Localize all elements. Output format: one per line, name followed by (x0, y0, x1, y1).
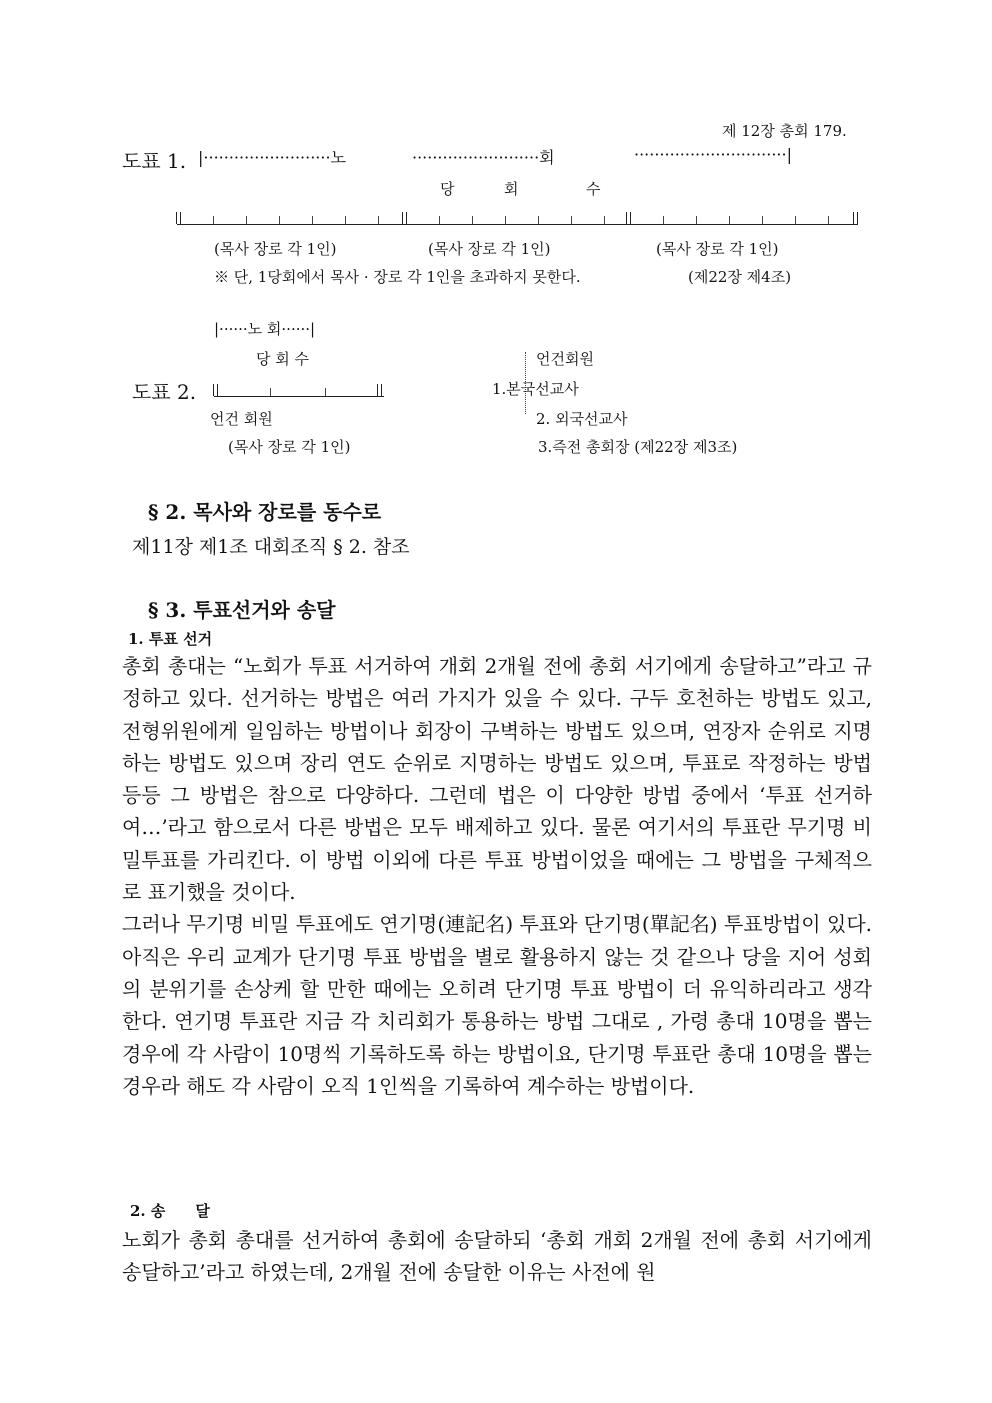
paragraph-1: 총회 총대는 “노회가 투표 서거하여 개회 2개월 전에 총회 서기에게 송달하고”라고 규정하고 있다. 선거하는 방법은 여러 가지가 있을 수 있다. 구두 호천하는 방법도 있고, 전형위원에게 일임하는 방법이나 회장이 구벽하는 방법도 있으며, 연장자 순위로 지명하는 방법도 있으며 장리 연도 순위로 지명하는 방법도 있으며, 투표로 작정하는 방법 등등 그 방법은 참으로 다양하다. 그런데 법은 이 다양한 방법 중에서 ‘투표 선거하여…’라고 함으로서 다른 방법은 모두 배제하고 있다. 물론 여기서의 투표란 무기명 비밀투표를 가리킨다. 이 방법 이외에 다른 투표 방법이었을 때에는 그 방법을 구체적으로 표기했을 것이다. (122, 654, 872, 905)
figure1-note-ref: (제22장 제4조) (688, 268, 792, 286)
figure2-right-item-4: 3.즉전 총회장 (제22장 제3조) (538, 438, 738, 456)
figure1-minor-tick (213, 216, 214, 224)
figure1-count-label-2: 회 (504, 180, 519, 198)
figure2-bottom-label: 언건 회원 (210, 410, 273, 428)
figure2-bottom-group: (목사 장로 각 1인) (228, 438, 351, 456)
figure1-minor-tick (571, 216, 572, 224)
paragraph-2: 그러나 무기명 비밀 투표에도 연기명(連記名) 투표와 단기명(單記名) 투표방법이 있다. 아직은 우리 교계가 단기명 투표 방법을 별로 활용하지 않는 것 같으나 당을 지어 성회의 분위기를 손상케 할 만한 때에는 오히려 단기명 투표 방법이 더 유익하리라고 생각한다. 연기명 투표란 지금 각 치리회가 통용하는 방법 그대로 , 가령 총대 10명을 뽑는 경우에 각 사람이 10명씩 기록하도록 하는 방법이요, 단기명 투표란 총대 10명을 뽑는 경우라 해도 각 사람이 오직 1인씩을 기록하여 계수하는 방법이다. (122, 912, 872, 1098)
figure2-right-item-2: 1.본국선교사 (492, 380, 579, 398)
figure1-major-tick (402, 212, 407, 224)
section3-body-1 (122, 650, 872, 1102)
figure1-minor-tick (439, 216, 440, 224)
figure2-right-item-3: 2. 외국선교사 (536, 410, 628, 428)
figure1-minor-tick (312, 216, 313, 224)
section3-body-2 (122, 1224, 872, 1289)
figure2-major-tick (377, 384, 382, 396)
figure1-major-tick (176, 212, 181, 224)
figure2-major-tick (213, 384, 218, 396)
section3-sub2: 2. 송 달 (130, 1202, 210, 1220)
figure1-minor-tick (246, 216, 247, 224)
figure1-minor-tick (828, 216, 829, 224)
figure1-minor-tick (538, 216, 539, 224)
figure1-group-1: (목사 장로 각 1인) (214, 240, 337, 258)
figure1-minor-tick (345, 216, 346, 224)
figure1-minor-tick (505, 216, 506, 224)
section3-title: § 3. 투표선거와 송달 (148, 598, 336, 622)
figure2-minor-tick (270, 388, 271, 396)
figure1-top-right: ······························| (634, 145, 792, 164)
figure1-major-tick (626, 212, 631, 224)
figure1-label: 도표 1. (122, 149, 187, 173)
figure1-minor-tick (795, 216, 796, 224)
figure1-top-left: |·························노 (198, 148, 346, 167)
paragraph-3: 노회가 총회 총대를 선거하여 총회에 송달하되 ‘총회 개회 2개월 전에 총회 서기에게 송달하고’라고 하였는데, 2개월 전에 송달한 이유는 사전에 원 (122, 1228, 872, 1285)
figure2-right-item-1: 언건회원 (536, 350, 594, 368)
figure1-minor-tick (696, 216, 697, 224)
figure1-minor-tick (729, 216, 730, 224)
figure1-note: ※ 단, 1당회에서 목사 · 장로 각 1인을 초과하지 못한다. (214, 268, 581, 286)
figure1-count-label-1: 당 (440, 180, 455, 198)
figure1-minor-tick (378, 216, 379, 224)
figure2-minor-tick (325, 388, 326, 396)
figure1-count-label-3: 수 (586, 180, 601, 198)
figure1-minor-tick (762, 216, 763, 224)
figure2-top: |······노 회······| (214, 320, 316, 338)
figure1-minor-tick (604, 216, 605, 224)
figure1-top-mid: ·························회 (412, 148, 555, 167)
figure1-group-3: (목사 장로 각 1인) (656, 240, 779, 258)
figure1-minor-tick (279, 216, 280, 224)
figure2-bar-line (214, 396, 384, 397)
section2-ref: 제11장 제1조 대회조직 § 2. 참조 (132, 536, 410, 558)
figure1-bar-line (177, 224, 858, 225)
figure1-minor-tick (472, 216, 473, 224)
section3-sub1: 1. 투표 선거 (128, 630, 213, 648)
figure2-count-label: 당 회 수 (256, 350, 310, 368)
page-header: 제 12장 총회 179. (722, 122, 847, 140)
figure2-label: 도표 2. (132, 380, 197, 404)
figure1-major-tick (853, 212, 858, 224)
figure1-group-2: (목사 장로 각 1인) (428, 240, 551, 258)
section2-title: § 2. 목사와 장로를 동수로 (148, 500, 382, 524)
figure1-minor-tick (663, 216, 664, 224)
